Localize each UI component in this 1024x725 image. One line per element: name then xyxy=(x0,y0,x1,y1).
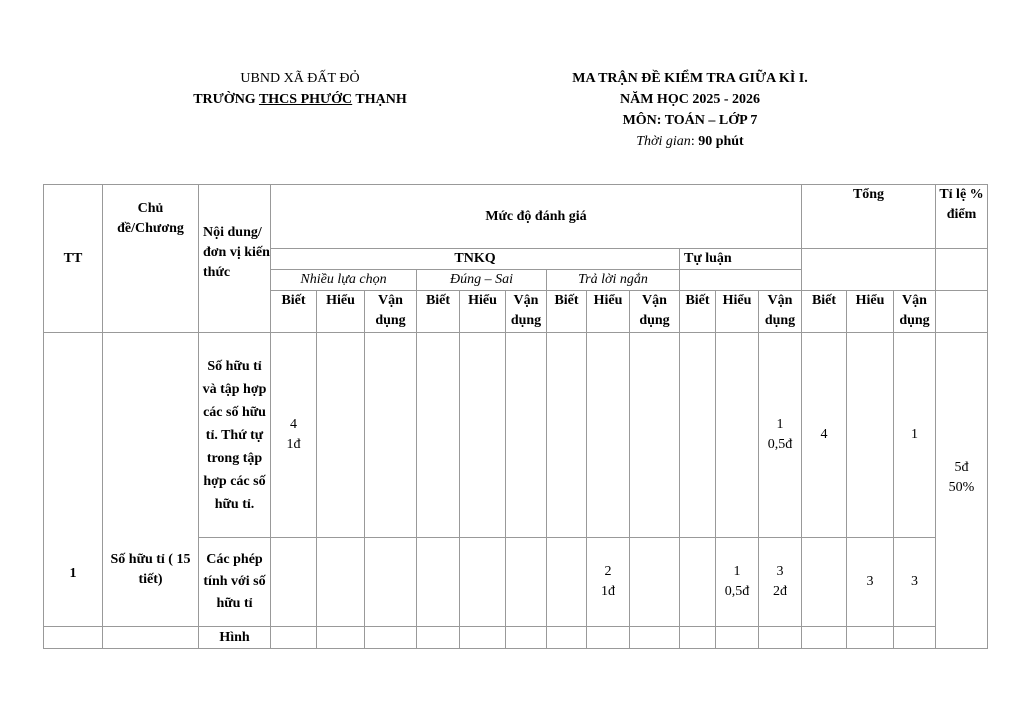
percent-spacer-2 xyxy=(936,291,988,333)
tu-luan-spacer xyxy=(680,270,802,291)
tot-vandung: Vận dụng xyxy=(894,291,936,333)
percent-spacer xyxy=(936,249,988,291)
school-name: TRƯỜNG THCS PHƯỚC THẠNH xyxy=(193,92,407,107)
cell-percent: 5đ 50% xyxy=(936,333,988,649)
header-topic: Chủ đề/Chương xyxy=(103,185,199,333)
header-content: Nội dung/đơn vị kiến thức xyxy=(199,185,271,333)
school-year: NĂM HỌC 2025 - 2026 xyxy=(620,92,760,107)
tf-hieu: Hiểu xyxy=(460,291,506,333)
exam-header xyxy=(540,68,840,152)
header-tu-luan: Tự luận xyxy=(680,249,802,270)
row-content: Số hữu tỉ và tập hợp các số hữu tỉ. Thứ tự trong tập hợp các số hữu tỉ. xyxy=(199,333,271,538)
commune-name: UBND XÃ ĐẤT ĐỎ xyxy=(240,71,360,86)
matrix-table xyxy=(43,184,988,649)
tl-vandung: Vận dụng xyxy=(759,291,802,333)
school-header xyxy=(150,68,450,110)
tot-biet: Biết xyxy=(802,291,847,333)
cell-tot-vandung: 1 xyxy=(894,333,936,538)
tl-hieu: Hiểu xyxy=(716,291,759,333)
sa-hieu: Hiểu xyxy=(587,291,630,333)
cell-tot-biet: 4 xyxy=(802,333,847,538)
tot-hieu: Hiểu xyxy=(847,291,894,333)
header-percent: Tỉ lệ % điểm xyxy=(936,185,988,249)
sa-vandung: Vận dụng xyxy=(630,291,680,333)
header-level: Mức độ đánh giá xyxy=(271,185,802,249)
row-topic: Số hữu tỉ ( 15 tiết) xyxy=(103,333,199,627)
exam-title: MA TRẬN ĐỀ KIỂM TRA GIỮA KÌ I. xyxy=(572,71,808,86)
cell-tl-hieu: 1 0,5đ xyxy=(716,538,759,627)
header-tt: TT xyxy=(44,185,103,333)
header-tnkq: TNKQ xyxy=(271,249,680,270)
cell-mc-biet: 4 1đ xyxy=(271,333,317,538)
table-row xyxy=(44,627,988,649)
cell-tot-vandung: 3 xyxy=(894,538,936,627)
total-spacer xyxy=(802,249,936,291)
cell-sa-hieu: 2 1đ xyxy=(587,538,630,627)
tf-biet: Biết xyxy=(417,291,460,333)
mc-hieu: Hiểu xyxy=(317,291,365,333)
header-multi-choice: Nhiều lựa chọn xyxy=(271,270,417,291)
cell-tot-hieu: 3 xyxy=(847,538,894,627)
header-total: Tổng xyxy=(802,185,936,249)
row-content: Các phép tính với số hữu tỉ xyxy=(199,538,271,627)
row-content: Hình xyxy=(199,627,271,649)
table-row xyxy=(44,333,988,538)
mc-vandung: Vận dụng xyxy=(365,291,417,333)
header-short-answer: Trả lời ngắn xyxy=(547,270,680,291)
sa-biet: Biết xyxy=(547,291,587,333)
tf-vandung: Vận dụng xyxy=(506,291,547,333)
cell-tl-vandung: 1 0,5đ xyxy=(759,333,802,538)
cell-tl-vandung: 3 2đ xyxy=(759,538,802,627)
row-tt: 1 xyxy=(44,333,103,627)
tl-biet: Biết xyxy=(680,291,716,333)
mc-biet: Biết xyxy=(271,291,317,333)
subject: MÔN: TOÁN – LỚP 7 xyxy=(622,113,758,128)
exam-time: Thời gian: 90 phút xyxy=(636,134,744,149)
header-true-false: Đúng – Sai xyxy=(417,270,547,291)
